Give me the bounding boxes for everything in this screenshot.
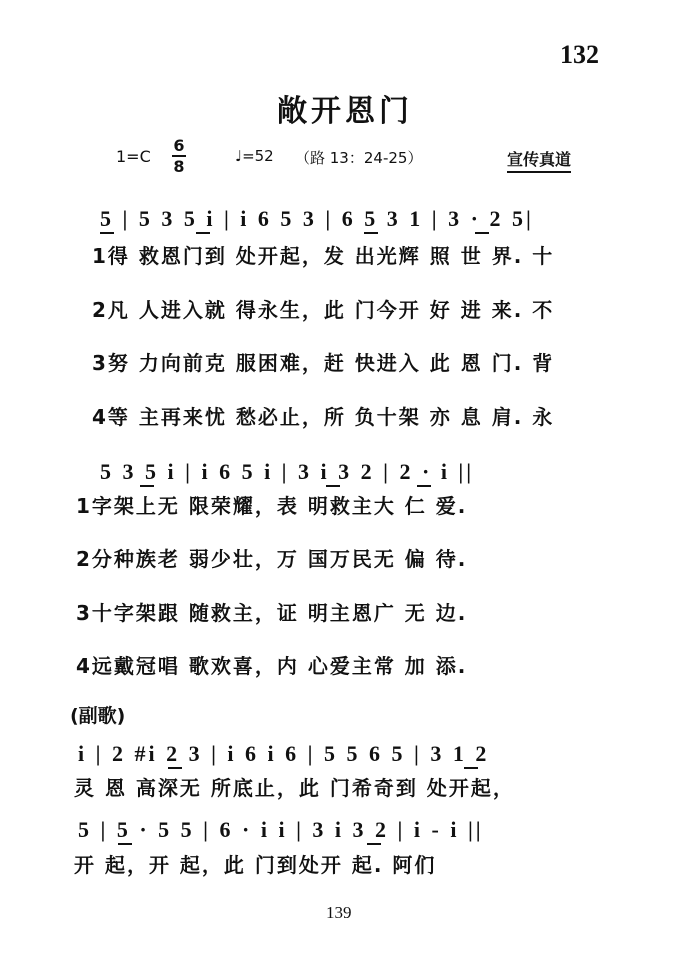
- notation-line-2: 5 3 5 i | i 6 5 i | 3 i 3 2 | 2 · i ||: [100, 459, 475, 484]
- hymn-number: 132: [560, 40, 599, 69]
- time-signature-top: 6: [173, 136, 185, 155]
- lyric-verse-3: 3努 力向前克 服困难，赶 快进入 此 恩 门. 背: [92, 351, 555, 375]
- lyric-verse-1: 1得 救恩门到 处开起，发 出光辉 照 世 界. 十: [92, 244, 555, 268]
- lyric-verse-1-cont: 1字架上无 限荣耀，表 明救主大 仁 爱.: [76, 494, 468, 518]
- hymn-category: 宣传真道: [507, 147, 571, 173]
- beam: [118, 843, 132, 845]
- scripture-reference: （路 13：24-25）: [295, 149, 423, 167]
- beam: [100, 232, 114, 234]
- lyric-verse-2: 2凡 人进入就 得永生，此 门今开 好 进 来. 不: [92, 298, 555, 322]
- chorus-lyric-line-1: 灵 恩 高深无 所底止，此 门希奇到 处开起，: [74, 776, 515, 800]
- lyric-verse-4: 4等 主再来忧 愁必止，所 负十架 亦 息 肩. 永: [92, 405, 555, 429]
- beam: [196, 232, 210, 234]
- beam: [140, 485, 154, 487]
- time-signature-bottom: 8: [173, 157, 185, 176]
- page-number: 139: [326, 903, 352, 922]
- chorus-notation-line-1: i | 2 #i 2 3 | i 6 i 6 | 5 5 6 5 | 3 1 2: [78, 741, 490, 766]
- notation-line-1: 5 | 5 3 5 i | i 6 5 3 | 6 5 3 1 | 3 · 2 5|: [100, 206, 534, 231]
- beam: [475, 232, 489, 234]
- beam: [364, 232, 378, 234]
- hymn-title: 敞开恩门: [277, 94, 413, 129]
- chorus-label: (副歌): [70, 705, 126, 727]
- lyric-verse-2-cont: 2分种族老 弱少壮，万 国万民无 偏 待.: [76, 547, 468, 571]
- chorus-notation-line-2: 5 | 5 · 5 5 | 6 · i i | 3 i 3 2 | i - i ||: [78, 817, 484, 842]
- lyric-verse-4-cont: 4远戴冠唱 歌欢喜，内 心爱主常 加 添.: [76, 654, 468, 678]
- beam: [168, 767, 182, 769]
- beam: [326, 485, 340, 487]
- chorus-lyric-line-2: 开 起，开 起，此 门到处开 起. 阿们: [74, 853, 437, 877]
- time-signature: [172, 136, 186, 176]
- lyric-verse-3-cont: 3十字架跟 随救主，证 明主恩广 无 边.: [76, 601, 468, 625]
- key-signature: 1=C: [116, 147, 151, 166]
- tempo-marking: ♩=52: [235, 147, 274, 165]
- beam: [367, 843, 381, 845]
- beam: [464, 767, 478, 769]
- beam: [417, 485, 431, 487]
